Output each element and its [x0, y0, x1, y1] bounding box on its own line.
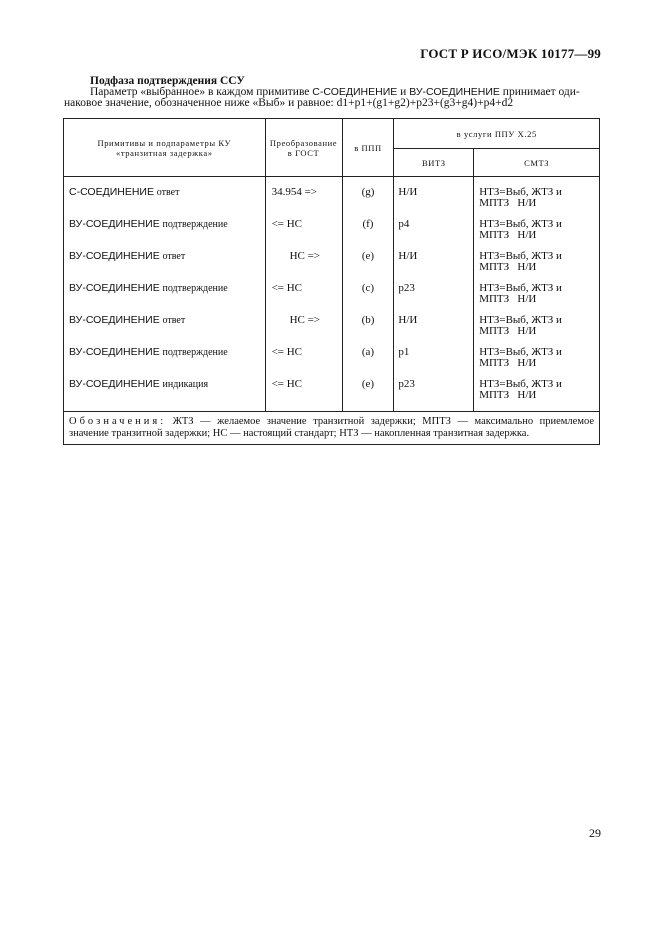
- table-row: [64, 187, 600, 219]
- section-heading: Подфаза подтверждения ССУ: [90, 75, 245, 87]
- cell-vitz: p1: [394, 347, 474, 379]
- cell-primitive: ВУ-СОЕДИНЕНИЕ индикация: [64, 379, 266, 412]
- page-number: 29: [589, 826, 601, 840]
- cell-smtz: НТЗ=Выб, ЖТЗ и МПТЗ Н/И: [474, 347, 600, 379]
- table-row: [64, 315, 600, 347]
- cell-primitive: ВУ-СОЕДИНЕНИЕ подтверждение: [64, 219, 266, 251]
- cell-transform: <= НС: [265, 347, 342, 379]
- cell-vitz: Н/И: [394, 251, 474, 283]
- table-row: [64, 379, 600, 412]
- header-ppp: в ППП: [342, 119, 394, 177]
- cell-vitz: p23: [394, 283, 474, 315]
- section-paragraph: Параметр «выбранное» в каждом примитиве С-СОЕДИНЕНИЕ и ВУ-СОЕДИНЕНИЕ принимает оди-: [90, 86, 580, 98]
- header-primitives: Примитивы и подпараметры КУ «транзитная задержка»: [64, 119, 266, 177]
- header-x25: в услуги ППУ Х.25: [394, 119, 600, 149]
- table-row: [64, 219, 600, 251]
- cell-primitive: С-СОЕДИНЕНИЕ ответ: [64, 187, 266, 219]
- table-note: Обозначения: ЖТЗ — желаемое значение транзитной задержки; МПТЗ — максимально приемлемое значение транзитной задержки; НС — настоящий стандарт; НТЗ — накопленная транзитная задержка.: [64, 412, 600, 445]
- cell-ppp: (f): [342, 219, 394, 251]
- cell-smtz: НТЗ=Выб, ЖТЗ и МПТЗ Н/И: [474, 283, 600, 315]
- cell-ppp: (a): [342, 347, 394, 379]
- cell-ppp: (e): [342, 379, 394, 412]
- cell-smtz: НТЗ=Выб, ЖТЗ и МПТЗ Н/И: [474, 187, 600, 219]
- cell-vitz: p4: [394, 219, 474, 251]
- cell-ppp: (e): [342, 251, 394, 283]
- cell-transform: НС =>: [265, 251, 342, 283]
- cell-primitive: ВУ-СОЕДИНЕНИЕ подтверждение: [64, 283, 266, 315]
- header-vitz: ВИТЗ: [394, 149, 474, 177]
- mapping-table: [63, 118, 600, 445]
- cell-ppp: (c): [342, 283, 394, 315]
- cell-vitz: p23: [394, 379, 474, 412]
- cell-transform: <= НС: [265, 283, 342, 315]
- cell-primitive: ВУ-СОЕДИНЕНИЕ подтверждение: [64, 347, 266, 379]
- cell-smtz: НТЗ=Выб, ЖТЗ и МПТЗ Н/И: [474, 219, 600, 251]
- cell-vitz: Н/И: [394, 187, 474, 219]
- cell-smtz: НТЗ=Выб, ЖТЗ и МПТЗ Н/И: [474, 379, 600, 412]
- cell-transform: <= НС: [265, 379, 342, 412]
- cell-vitz: Н/И: [394, 315, 474, 347]
- table-row: [64, 283, 600, 315]
- table-row: [64, 347, 600, 379]
- cell-primitive: ВУ-СОЕДИНЕНИЕ ответ: [64, 251, 266, 283]
- section-block: [64, 76, 600, 109]
- header-transform: Преобразование в ГОСТ: [265, 119, 342, 177]
- cell-transform: <= НС: [265, 219, 342, 251]
- document-header: ГОСТ Р ИСО/МЭК 10177—99: [420, 46, 601, 61]
- cell-primitive: ВУ-СОЕДИНЕНИЕ ответ: [64, 315, 266, 347]
- section-paragraph-cont: наковое значение, обозначенное ниже «Выб» и равное: d1+p1+(g1+g2)+p23+(g3+g4)+p4+d2: [64, 97, 514, 109]
- cell-transform: НС =>: [265, 315, 342, 347]
- cell-smtz: НТЗ=Выб, ЖТЗ и МПТЗ Н/И: [474, 315, 600, 347]
- table-row: [64, 251, 600, 283]
- cell-ppp: (g): [342, 187, 394, 219]
- cell-ppp: (b): [342, 315, 394, 347]
- header-smtz: СМТЗ: [474, 149, 600, 177]
- cell-transform: 34.954 =>: [265, 187, 342, 219]
- cell-smtz: НТЗ=Выб, ЖТЗ и МПТЗ Н/И: [474, 251, 600, 283]
